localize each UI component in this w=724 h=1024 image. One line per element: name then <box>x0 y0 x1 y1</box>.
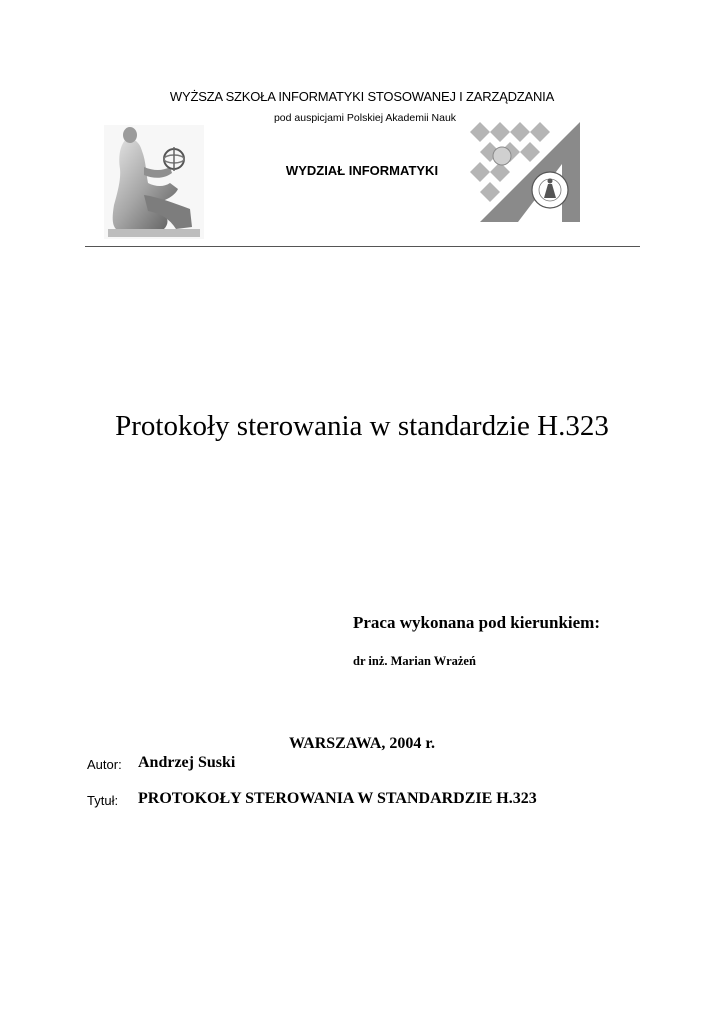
place-date: WARSZAWA, 2004 r. <box>288 735 436 752</box>
school-name: WYŻSZA SZKOŁA INFORMATYKI STOSOWANEJ I ZARZĄDZANIA <box>169 89 555 104</box>
title-value: PROTOKOŁY STEROWANIA W STANDARDZIE H.323 <box>138 790 537 807</box>
auspices-line: pod auspicjami Polskiej Akademii Nauk <box>273 112 457 124</box>
thesis-title: Protokoły sterowania w standardzie H.323 <box>115 410 609 442</box>
supervisor-name: dr inż. Marian Wrażeń <box>353 654 476 668</box>
author-label: Autor: <box>87 757 122 772</box>
faculty-logo <box>470 122 580 222</box>
author-value: Andrzej Suski <box>138 754 236 771</box>
supervisor-label: Praca wykonana pod kierunkiem: <box>353 613 600 632</box>
faculty-name: WYDZIAŁ INFORMATYKI <box>285 163 439 178</box>
copernicus-statue-image <box>104 125 204 239</box>
header-divider <box>85 246 640 247</box>
title-label: Tytuł: <box>87 793 119 808</box>
